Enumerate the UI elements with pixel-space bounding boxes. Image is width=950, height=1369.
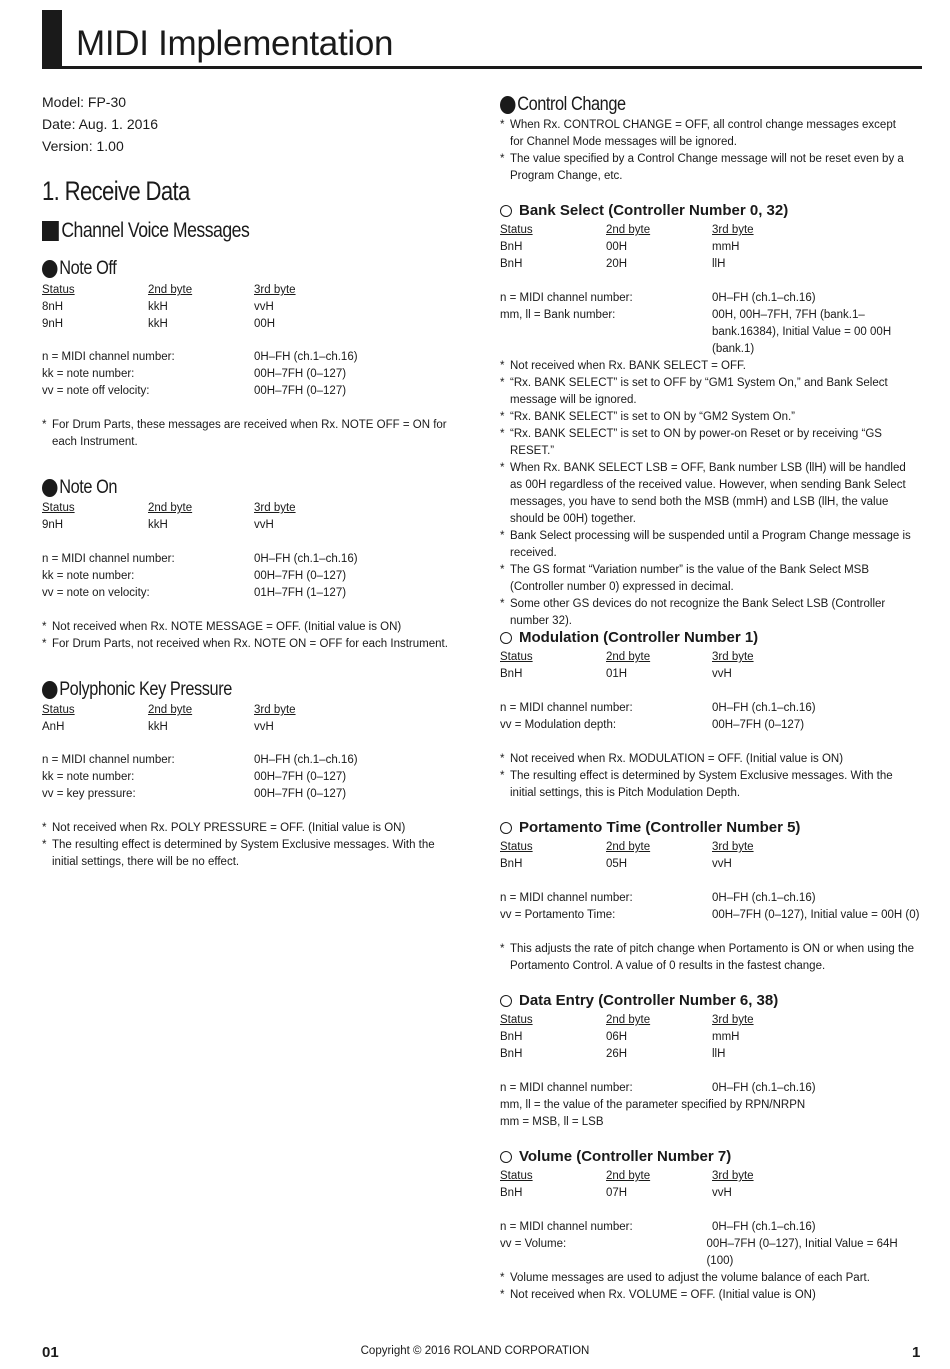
table-header: [500, 649, 754, 666]
note-off-table: [42, 282, 296, 333]
def-key: n = MIDI channel number:: [500, 1082, 633, 1094]
table-header: [500, 222, 754, 239]
cell: vvH: [254, 519, 274, 531]
cell: BnH: [500, 1187, 523, 1199]
def-value: 0H–FH (ch.1–ch.16): [254, 553, 358, 565]
portamento-heading: [500, 819, 800, 836]
cell: 9nH: [42, 318, 64, 330]
def-value: 00H–7FH (0–127): [254, 368, 347, 380]
note-text: “Rx. BANK SELECT” is set to ON by “GM2 System On.”: [510, 411, 796, 423]
definition-line: [500, 1097, 816, 1114]
note-item: * Bank Select processing will be suspended until a Program Change message is received.: [500, 528, 914, 562]
def-value: 00H–7FH (0–127): [254, 788, 347, 800]
heading-label: Data Entry (Controller Number 6, 38): [519, 992, 779, 1009]
cell: 9nH: [42, 519, 64, 531]
col-status: Status: [500, 1014, 533, 1026]
table-row: [500, 1185, 754, 1202]
def-value: 00H–7FH (0–127), Initial Value = 64H (100): [706, 1238, 898, 1267]
note-item: * The resulting effect is determined by System Exclusive messages. With the initial settings, there will be no effect.: [42, 837, 452, 871]
def-value: 0H–FH (ch.1–ch.16): [712, 1221, 816, 1233]
control-change-heading: [500, 94, 626, 116]
definition-row: [500, 907, 919, 924]
note-text: Some other GS devices do not recognize the Bank Select LSB (Controller number 32).: [510, 598, 886, 627]
cell: 00H: [606, 241, 628, 253]
data-entry-table: [500, 1012, 754, 1063]
note-item: * For Drum Parts, these messages are received when Rx. NOTE OFF = ON for each Instrument.: [42, 417, 452, 451]
poly-pressure-heading: [42, 679, 232, 701]
note-on-table: [42, 500, 296, 534]
def-value: 00H–7FH (0–127): [254, 570, 347, 582]
def-key: vv = note on velocity:: [42, 587, 150, 599]
note-off-definitions: [42, 349, 358, 400]
data-entry-heading: [500, 992, 778, 1009]
cell: vvH: [712, 858, 732, 870]
cell: 8nH: [42, 301, 64, 313]
col-2nd-byte: 2nd byte: [606, 1014, 651, 1026]
cell: llH: [712, 1048, 726, 1060]
portamento-table: [500, 839, 754, 873]
note-text: The resulting effect is determined by System Exclusive messages. With the initial settings, this is Pitch Modulation Depth.: [510, 770, 893, 799]
data-entry-definitions: [500, 1080, 816, 1131]
def-value: 0H–FH (ch.1–ch.16): [712, 702, 816, 714]
heading-label: Polyphonic Key Pressure: [59, 679, 232, 700]
note-text: Not received when Rx. BANK SELECT = OFF.: [510, 360, 746, 372]
def-key: n = MIDI channel number:: [42, 553, 175, 565]
cell: vvH: [254, 301, 274, 313]
ring-bullet-icon: [500, 995, 512, 1007]
volume-definitions: [500, 1219, 922, 1270]
note-text: Not received when Rx. VOLUME = OFF. (Initial value is ON): [510, 1289, 816, 1301]
table-row: [500, 856, 754, 873]
modulation-notes: [500, 751, 914, 802]
ring-bullet-icon: [500, 205, 512, 217]
note-text: When Rx. CONTROL CHANGE = OFF, all control change messages except for Channel Mode messages will be ignored.: [510, 119, 896, 148]
note-item: * Not received when Rx. MODULATION = OFF. (Initial value is ON): [500, 751, 914, 768]
definition-row: [42, 551, 358, 568]
note-text: “Rx. BANK SELECT” is set to ON by power-on Reset or by receiving “GS RESET.”: [510, 428, 882, 457]
bank-select-heading: [500, 202, 788, 219]
col-status: Status: [500, 1170, 533, 1182]
cell: BnH: [500, 241, 523, 253]
portamento-notes: [500, 941, 914, 975]
note-text: Volume messages are used to adjust the volume balance of each Part.: [510, 1272, 870, 1284]
cell: BnH: [500, 858, 523, 870]
poly-pressure-definitions: [42, 752, 358, 803]
note-off-heading: [42, 258, 116, 280]
note-item: * For Drum Parts, not received when Rx. NOTE ON = OFF for each Instrument.: [42, 636, 452, 653]
cell: 20H: [606, 258, 628, 270]
col-2nd-byte: 2nd byte: [606, 841, 651, 853]
def-value: 0H–FH (ch.1–ch.16): [712, 292, 816, 304]
definition-row: [42, 383, 358, 400]
header-rule: [42, 66, 922, 69]
bullet-icon: [42, 479, 57, 497]
volume-heading: [500, 1148, 731, 1165]
note-item: * Not received when Rx. POLY PRESSURE = OFF. (Initial value is ON): [42, 820, 452, 837]
note-on-notes: [42, 619, 452, 653]
poly-pressure-table: [42, 702, 296, 736]
note-text: For Drum Parts, these messages are received when Rx. NOTE OFF = ON for each Instrument.: [52, 419, 447, 448]
col-2nd-byte: 2nd byte: [148, 502, 193, 514]
meta-date: Date: Aug. 1. 2016: [42, 116, 158, 132]
def-value: 01H–7FH (1–127): [254, 587, 347, 599]
note-item: * Some other GS devices do not recognize the Bank Select LSB (Controller number 32).: [500, 596, 914, 630]
bank-select-definitions: [500, 290, 927, 358]
header-bar: [42, 10, 62, 68]
note-item: * The GS format “Variation number” is the value of the Bank Select MSB (Controller number 0) expressed in decimal.: [500, 562, 914, 596]
subsection-heading: [42, 219, 249, 243]
col-2nd-byte: 2nd byte: [606, 651, 651, 663]
table-row: [42, 316, 296, 333]
def-key: kk = note number:: [42, 368, 135, 380]
note-text: The value specified by a Control Change message will not be reset even by a Program Change, etc.: [510, 153, 904, 182]
col-2nd-byte: 2nd byte: [606, 224, 651, 236]
note-item: * “Rx. BANK SELECT” is set to ON by power-on Reset or by receiving “GS RESET.”: [500, 426, 914, 460]
bullet-icon: [500, 96, 515, 114]
def-value: 0H–FH (ch.1–ch.16): [254, 351, 358, 363]
col-status: Status: [42, 502, 75, 514]
table-header: [500, 1168, 754, 1185]
def-key: kk = note number:: [42, 771, 135, 783]
note-item: * Not received when Rx. NOTE MESSAGE = OFF. (Initial value is ON): [42, 619, 452, 636]
note-text: Not received when Rx. MODULATION = OFF. (Initial value is ON): [510, 753, 844, 765]
table-header: [42, 702, 296, 719]
def-key: n = MIDI channel number:: [500, 292, 633, 304]
modulation-definitions: [500, 700, 816, 734]
def-key: vv = note off velocity:: [42, 385, 150, 397]
col-3rd-byte: 3rd byte: [254, 502, 296, 514]
definition-row: [42, 786, 358, 803]
table-row: [500, 666, 754, 683]
definition-row: [42, 349, 358, 366]
def-value: 00H–7FH (0–127): [254, 385, 347, 397]
note-text: Not received when Rx. POLY PRESSURE = OFF. (Initial value is ON): [52, 822, 406, 834]
def-value: 00H–7FH (0–127): [254, 771, 347, 783]
definition-line: [500, 1114, 816, 1131]
cell: vvH: [712, 1187, 732, 1199]
table-row: [500, 1046, 754, 1063]
definition-row: [42, 585, 358, 602]
note-item: * “Rx. BANK SELECT” is set to ON by “GM2 System On.”: [500, 409, 914, 426]
bullet-icon: [42, 260, 57, 278]
def-key: vv = Modulation depth:: [500, 719, 617, 731]
heading-label: Note Off: [59, 258, 117, 279]
cell: vvH: [254, 721, 274, 733]
definition-row: [500, 290, 927, 307]
modulation-heading: [500, 629, 758, 646]
col-3rd-byte: 3rd byte: [712, 224, 754, 236]
note-text: The GS format “Variation number” is the value of the Bank Select MSB (Controller number 0) expressed in decimal.: [510, 564, 870, 593]
heading-label: Control Change: [517, 94, 626, 115]
col-status: Status: [500, 651, 533, 663]
portamento-definitions: [500, 890, 919, 924]
table-row: [42, 299, 296, 316]
cell: llH: [712, 258, 726, 270]
meta-version: Version: 1.00: [42, 138, 124, 154]
definition-row: [42, 769, 358, 786]
def-key: vv = Volume:: [500, 1238, 567, 1250]
ring-bullet-icon: [500, 1151, 512, 1163]
cell: 06H: [606, 1031, 628, 1043]
heading-label: Modulation (Controller Number 1): [519, 629, 759, 646]
note-text: When Rx. BANK SELECT LSB = OFF, Bank number LSB (llH) will be handled as 00H regardless of the received value. However, when sending Bank Select messages, you have to send both the MSB (mmH) and LSB (llH, the value should be 00H) together.: [510, 462, 906, 525]
note-item: * Volume messages are used to adjust the volume balance of each Part.: [500, 1270, 914, 1287]
cell: vvH: [712, 668, 732, 680]
col-status: Status: [500, 841, 533, 853]
note-item: * The value specified by a Control Change message will not be reset even by a Program Change, etc.: [500, 151, 910, 185]
col-2nd-byte: 2nd byte: [606, 1170, 651, 1182]
definition-row: [500, 700, 816, 717]
def-value: 00H–7FH (0–127), Initial value = 00H (0): [712, 909, 920, 921]
document-title: MIDI Implementation: [76, 24, 394, 63]
def-value: 00H–7FH (0–127): [712, 719, 805, 731]
def-key: n = MIDI channel number:: [42, 351, 175, 363]
section-heading: 1. Receive Data: [42, 176, 190, 206]
cell: 05H: [606, 858, 628, 870]
table-row: [500, 1029, 754, 1046]
def-key: vv = Portamento Time:: [500, 909, 616, 921]
bank-select-notes: [500, 358, 914, 630]
def-key: n = MIDI channel number:: [500, 892, 633, 904]
def-value: 0H–FH (ch.1–ch.16): [712, 892, 816, 904]
modulation-table: [500, 649, 754, 683]
col-3rd-byte: 3rd byte: [712, 1170, 754, 1182]
bullet-icon: [42, 681, 57, 699]
def-value: 0H–FH (ch.1–ch.16): [254, 754, 358, 766]
cell: BnH: [500, 668, 523, 680]
footer-page-number: 1: [912, 1344, 921, 1361]
col-3rd-byte: 3rd byte: [712, 841, 754, 853]
col-3rd-byte: 3rd byte: [712, 1014, 754, 1026]
volume-notes: [500, 1270, 914, 1304]
cell: kkH: [148, 318, 168, 330]
note-item: * The resulting effect is determined by System Exclusive messages. With the initial settings, this is Pitch Modulation Depth.: [500, 768, 914, 802]
definition-row: [500, 717, 816, 734]
definition-row: [500, 1219, 922, 1236]
def-key: mm, ll = Bank number:: [500, 309, 616, 321]
volume-table: [500, 1168, 754, 1202]
definition-row: [42, 568, 358, 585]
note-off-notes: [42, 417, 452, 451]
control-change-notes: [500, 117, 910, 185]
heading-label: Bank Select (Controller Number 0, 32): [519, 202, 789, 219]
note-item: * Not received when Rx. VOLUME = OFF. (Initial value is ON): [500, 1287, 914, 1304]
note-text: Not received when Rx. NOTE MESSAGE = OFF. (Initial value is ON): [52, 621, 402, 633]
def-text: mm, ll = the value of the parameter specified by RPN/NRPN: [500, 1099, 806, 1111]
def-value: 0H–FH (ch.1–ch.16): [712, 1082, 816, 1094]
definition-row: [500, 307, 927, 358]
cell: kkH: [148, 721, 168, 733]
heading-label: Portamento Time (Controller Number 5): [519, 819, 801, 836]
col-status: Status: [42, 704, 75, 716]
note-on-heading: [42, 477, 117, 499]
meta-model: Model: FP-30: [42, 94, 127, 110]
cell: 26H: [606, 1048, 628, 1060]
col-3rd-byte: 3rd byte: [254, 284, 296, 296]
cell: 01H: [606, 668, 628, 680]
definition-row: [500, 1080, 816, 1097]
col-2nd-byte: 2nd byte: [148, 284, 193, 296]
footer-section-number: 01: [42, 1344, 59, 1361]
table-header: [500, 839, 754, 856]
heading-label: Volume (Controller Number 7): [519, 1148, 732, 1165]
table-row: [42, 517, 296, 534]
def-text: mm = MSB, ll = LSB: [500, 1116, 604, 1128]
note-item: * This adjusts the rate of pitch change when Portamento is ON or when using the Portamento Control. A value of 0 results in the fastest change.: [500, 941, 914, 975]
cell: BnH: [500, 1031, 523, 1043]
cell: AnH: [42, 721, 65, 733]
definition-row: [42, 366, 358, 383]
def-value: 00H, 00H–7FH, 7FH (bank.1–bank.16384), Initial Value = 00 00H (bank.1): [712, 309, 892, 355]
col-3rd-byte: 3rd byte: [712, 651, 754, 663]
bank-select-table: [500, 222, 754, 273]
cell: BnH: [500, 258, 523, 270]
def-key: n = MIDI channel number:: [42, 754, 175, 766]
col-2nd-byte: 2nd byte: [148, 704, 193, 716]
cell: kkH: [148, 301, 168, 313]
subsection-heading-label: Channel Voice Messages: [61, 219, 250, 242]
table-row: [500, 256, 754, 273]
definition-row: [500, 1236, 922, 1270]
note-item: * When Rx. BANK SELECT LSB = OFF, Bank number LSB (llH) will be handled as 00H regardless of the received value. However, when sending Bank Select messages, you have to send both the MSB (mmH) and LSB (llH, the value should be 00H) together.: [500, 460, 914, 528]
cell: kkH: [148, 519, 168, 531]
note-text: “Rx. BANK SELECT” is set to OFF by “GM1 System On,” and Bank Select message will be ignored.: [510, 377, 888, 406]
ring-bullet-icon: [500, 822, 512, 834]
note-text: For Drum Parts, not received when Rx. NOTE ON = OFF for each Instrument.: [52, 638, 448, 650]
note-item: * Not received when Rx. BANK SELECT = OFF.: [500, 358, 914, 375]
definition-row: [500, 890, 919, 907]
square-bullet-icon: [42, 221, 59, 241]
table-header: [42, 500, 296, 517]
cell: mmH: [712, 241, 740, 253]
ring-bullet-icon: [500, 632, 512, 644]
cell: 07H: [606, 1187, 628, 1199]
def-key: vv = key pressure:: [42, 788, 136, 800]
heading-label: Note On: [59, 477, 118, 498]
table-row: [42, 719, 296, 736]
col-status: Status: [42, 284, 75, 296]
note-item: * When Rx. CONTROL CHANGE = OFF, all control change messages except for Channel Mode messages will be ignored.: [500, 117, 910, 151]
note-on-definitions: [42, 551, 358, 602]
def-key: kk = note number:: [42, 570, 135, 582]
definition-row: [42, 752, 358, 769]
note-text: This adjusts the rate of pitch change when Portamento is ON or when using the Portamento Control. A value of 0 results in the fastest change.: [510, 943, 914, 972]
cell: 00H: [254, 318, 276, 330]
cell: mmH: [712, 1031, 740, 1043]
table-header: [42, 282, 296, 299]
table-header: [500, 1012, 754, 1029]
col-3rd-byte: 3rd byte: [254, 704, 296, 716]
cell: BnH: [500, 1048, 523, 1060]
def-key: n = MIDI channel number:: [500, 1221, 633, 1233]
footer-copyright: Copyright © 2016 ROLAND CORPORATION: [360, 1345, 590, 1357]
col-status: Status: [500, 224, 533, 236]
table-row: [500, 239, 754, 256]
note-text: The resulting effect is determined by System Exclusive messages. With the initial settings, there will be no effect.: [52, 839, 435, 868]
def-key: n = MIDI channel number:: [500, 702, 633, 714]
note-item: * “Rx. BANK SELECT” is set to OFF by “GM1 System On,” and Bank Select message will be ignored.: [500, 375, 914, 409]
poly-pressure-notes: [42, 820, 452, 871]
note-text: Bank Select processing will be suspended until a Program Change message is received.: [510, 530, 911, 559]
